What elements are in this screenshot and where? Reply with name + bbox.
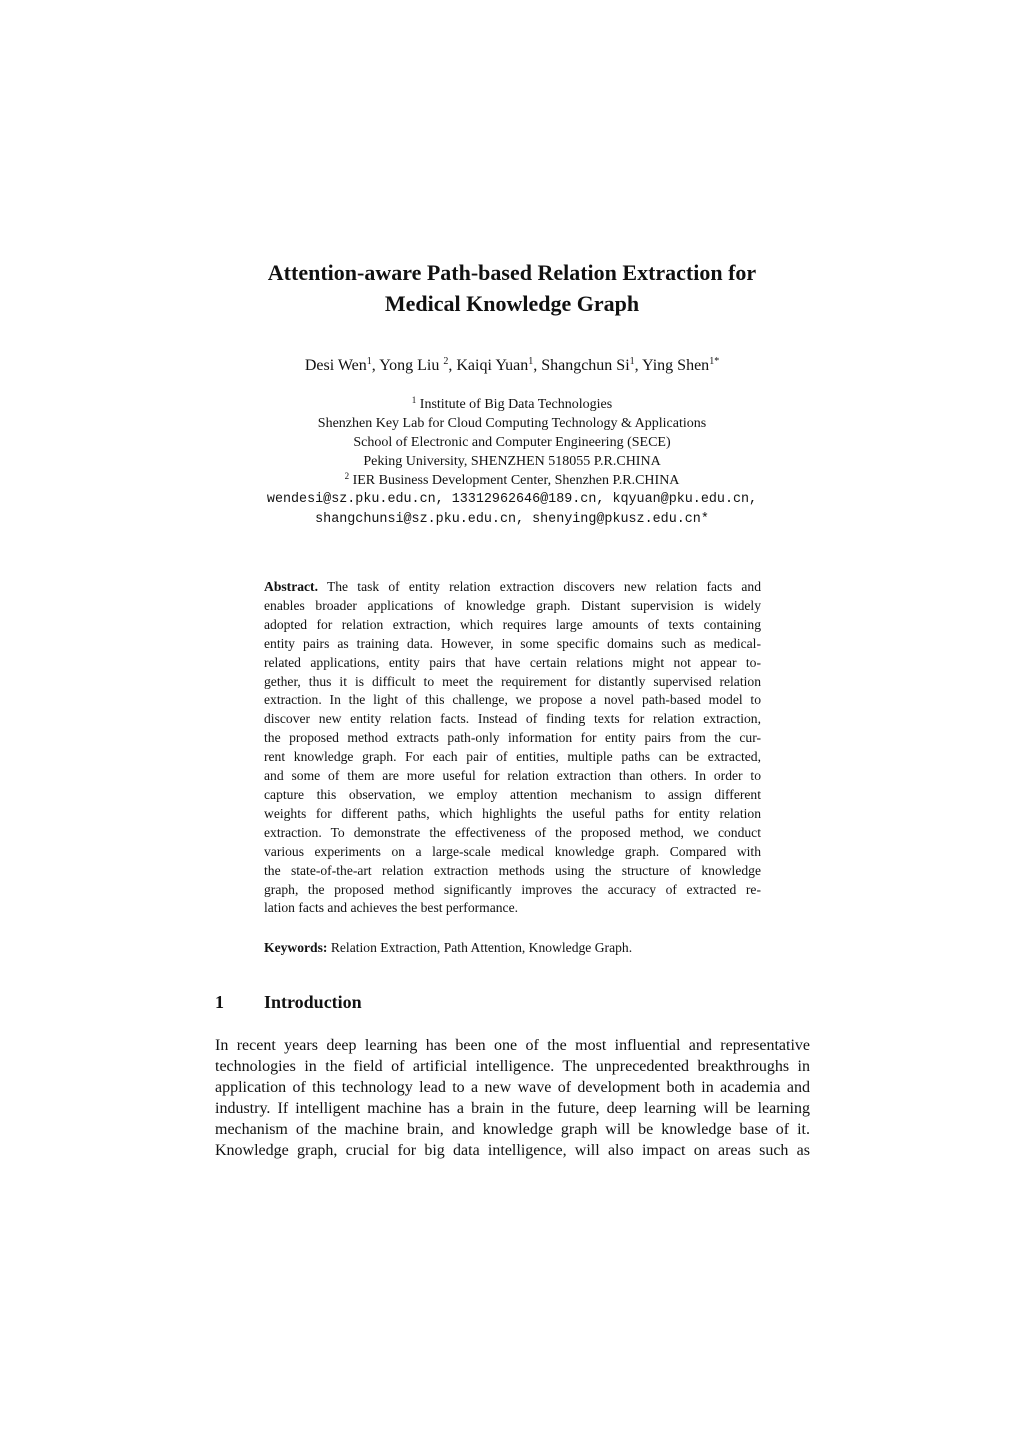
affiliation-line: Peking University, SHENZHEN 518055 P.R.CHINA <box>363 454 661 469</box>
author-affiliation-mark: 1* <box>709 356 720 367</box>
abstract-line: various experiments on a large-scale medical knowledge graph. Compared with <box>264 843 761 859</box>
affiliation-line: $^2$ IER Business Development Center, Shenzhen P.R.CHINA <box>344 471 680 488</box>
intro-line: In recent years deep learning has been one of the most influential and representative <box>215 1037 810 1054</box>
affiliations <box>0 395 1024 529</box>
section-number: 1 <box>215 992 224 1012</box>
abstract-line: graph, the proposed method significantly improves the accuracy of extracted re- <box>264 881 761 897</box>
email-line: wendesi@sz.pku.edu.cn, 13312962646@189.cn, kqyuan@pku.edu.cn, <box>266 492 758 507</box>
author-list: Desi Wen$^1$, Yong Liu $^2$, Kaiqi Yuan$^1$, Shangchun Si$^1$, Ying Shen$^{1*}$ <box>304 356 720 374</box>
abstract-line: weights for different paths, which highlights the useful paths for entity relation <box>264 805 761 821</box>
abstract-line: and some of them are more useful for relation extraction than others. In order to <box>264 768 761 784</box>
author-name: Desi Wen <box>304 357 367 374</box>
abstract-line: lation facts and achieves the best performance. <box>264 900 519 916</box>
paper-title <box>0 257 1024 319</box>
intro-line: Knowledge graph, crucial for big data intelligence, will also impact on areas such as <box>215 1142 810 1159</box>
author-name: Yong Liu <box>379 357 444 374</box>
abstract-line: Abstract. The task of entity relation extraction discovers new relation facts and <box>264 579 761 594</box>
author-affiliation-mark: 1 <box>528 356 534 367</box>
abstract-line: rent knowledge graph. For each pair of entities, multiple paths can be extracted, <box>264 749 761 765</box>
abstract-line: entity pairs as training data. However, in some specific domains such as medical- <box>264 635 761 651</box>
abstract-line: extraction. In the light of this challenge, we propose a novel path-based model to <box>264 692 761 708</box>
introduction-paragraph <box>215 1035 810 1161</box>
title-line-1: Attention-aware Path-based Relation Extraction for <box>267 260 757 285</box>
abstract-line: related applications, entity pairs that have certain relations might not appear to- <box>264 654 761 670</box>
author-affiliation-mark: 1 <box>366 356 372 367</box>
affiliation-line: $^1$ Institute of Big Data Technologies <box>411 395 613 412</box>
section-title: Introduction <box>264 992 362 1012</box>
abstract-line: extraction. To demonstrate the effectiveness of the proposed method, we conduct <box>264 824 761 840</box>
abstract-line: enables broader applications of knowledge graph. Distant supervision is widely <box>264 597 761 613</box>
affiliation-mark: 2 <box>344 471 350 481</box>
abstract-line: capture this observation, we employ attention mechanism to assign different <box>264 786 761 802</box>
keywords-text: Relation Extraction, Path Attention, Knowledge Graph. <box>327 940 633 955</box>
intro-line: application of this technology lead to a new wave of development both in academia and <box>215 1079 810 1096</box>
section-heading <box>215 990 362 1014</box>
abstract-line: the state-of-the-art relation extraction methods using the structure of knowledge <box>264 862 761 878</box>
abstract-line: gether, thus it is difficult to meet the requirement for distantly supervised relation <box>264 673 761 689</box>
abstract-line: discover new entity relation facts. Instead of finding texts for relation extraction, <box>264 711 761 727</box>
author-name: Kaiqi Yuan <box>456 357 529 374</box>
author-affiliation-mark: 2 <box>443 356 449 367</box>
keywords-label: Keywords: <box>264 940 328 955</box>
intro-line: industry. If intelligent machine has a brain in the future, deep learning will be learning <box>215 1100 810 1117</box>
author-name: Shangchun Si <box>541 357 630 374</box>
affiliation-mark: 1 <box>411 395 417 405</box>
affiliation-line: School of Electronic and Computer Engineering (SECE) <box>353 435 671 450</box>
intro-line: technologies in the field of artificial intelligence. The unprecedented breakthroughs in <box>215 1058 810 1075</box>
author-affiliation-mark: 1 <box>629 356 635 367</box>
affiliation-line: Shenzhen Key Lab for Cloud Computing Technology & Applications <box>317 416 707 431</box>
keywords <box>264 938 761 957</box>
title-line-2: Medical Knowledge Graph <box>384 291 640 316</box>
abstract-line: adopted for relation extraction, which requires large amounts of texts containing <box>264 616 761 632</box>
abstract <box>264 578 761 918</box>
abstract-label: Abstract. <box>264 579 318 594</box>
abstract-line: the proposed method extracts path-only information for entity pairs from the cur- <box>264 730 761 746</box>
email-line: shangchunsi@sz.pku.edu.cn, shenying@pkusz.edu.cn* <box>315 511 709 527</box>
intro-line: mechanism of the machine brain, and knowledge graph will be knowledge base of it. <box>215 1121 810 1138</box>
author-name: Ying Shen <box>642 357 710 374</box>
